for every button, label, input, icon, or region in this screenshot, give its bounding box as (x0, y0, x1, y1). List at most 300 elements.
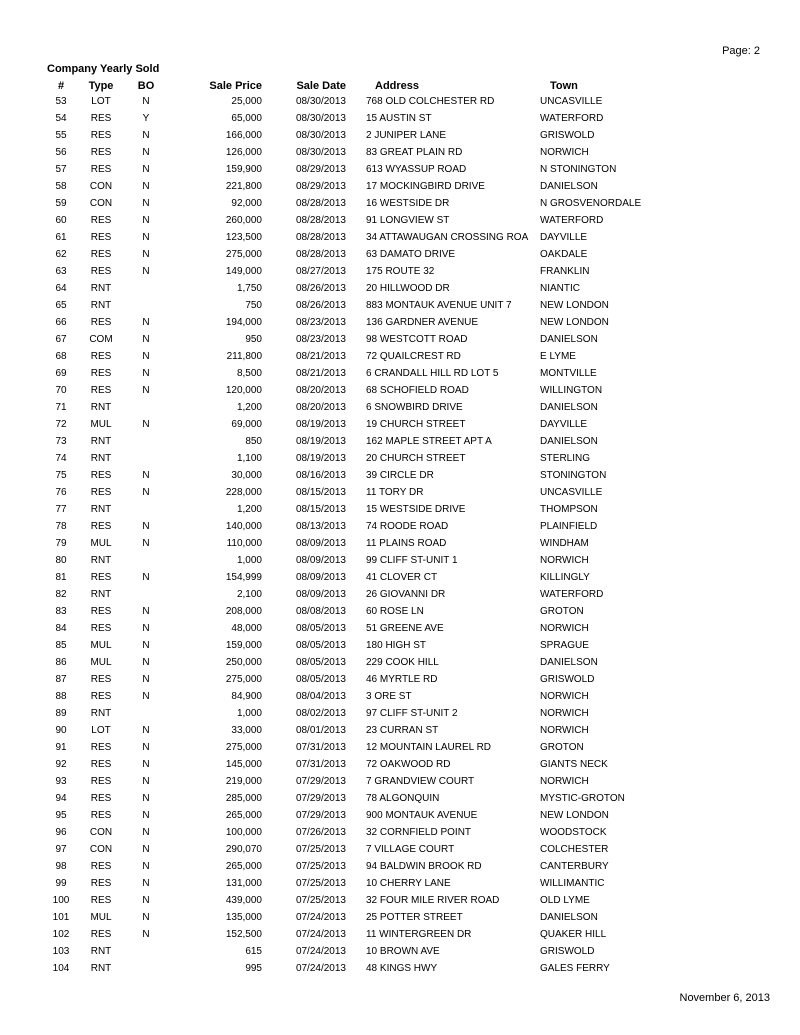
cell-bo: N (142, 674, 150, 685)
cell-town: WATERFORD (540, 589, 604, 600)
cell-town: WILLINGTON (540, 385, 603, 396)
cell-address: 41 CLOVER CT (366, 572, 438, 583)
cell-bo: N (142, 249, 150, 260)
cell-type: RES (90, 742, 112, 753)
cell-sale-date: 08/28/2013 (295, 232, 346, 243)
cell-bo (127, 297, 165, 314)
header-sale-date: Sale Date (296, 79, 346, 92)
table-row (47, 331, 708, 348)
cell-number: 91 (55, 742, 67, 753)
cell-type: RES (90, 521, 112, 532)
cell-number: 76 (55, 487, 67, 498)
cell-bo: N (142, 538, 150, 549)
cell-town: UNCASVILLE (540, 96, 603, 107)
cell-sale-date: 08/30/2013 (295, 96, 346, 107)
cell-sale-price: 8,500 (236, 368, 262, 379)
cell-type: RNT (90, 300, 112, 311)
cell-address: 6 CRANDALL HILL RD LOT 5 (366, 368, 499, 379)
table-header-row (47, 78, 708, 93)
cell-sale-date: 07/25/2013 (295, 861, 346, 872)
cell-address: 613 WYASSUP ROAD (366, 164, 467, 175)
cell-number: 71 (55, 402, 67, 413)
cell-address: 900 MONTAUK AVENUE (366, 810, 478, 821)
cell-sale-price: 120,000 (225, 385, 262, 396)
cell-address: 68 SCHOFIELD ROAD (366, 385, 469, 396)
table-row (47, 603, 708, 620)
cell-sale-price: 159,900 (225, 164, 262, 175)
cell-number: 104 (52, 963, 70, 974)
cell-bo (127, 450, 165, 467)
cell-sale-date: 08/29/2013 (295, 164, 346, 175)
cell-address: 34 ATTAWAUGAN CROSSING ROA (366, 232, 529, 243)
cell-type: RNT (90, 589, 112, 600)
cell-spacer (346, 875, 366, 892)
cell-type: RES (90, 232, 112, 243)
cell-spacer (346, 161, 366, 178)
cell-sale-price: 265,000 (225, 810, 262, 821)
cell-number: 95 (55, 810, 67, 821)
cell-sale-price: 84,900 (231, 691, 262, 702)
cell-type: RES (90, 215, 112, 226)
cell-bo: N (142, 181, 150, 192)
cell-number: 94 (55, 793, 67, 804)
cell-sale-date: 08/20/2013 (295, 402, 346, 413)
cell-sale-price: 152,500 (225, 929, 262, 940)
cell-sale-price: 131,000 (225, 878, 262, 889)
cell-sale-price: 219,000 (225, 776, 262, 787)
cell-sale-date: 07/24/2013 (295, 963, 346, 974)
cell-type: RES (90, 249, 112, 260)
cell-address: 15 AUSTIN ST (366, 113, 432, 124)
cell-sale-date: 07/24/2013 (295, 946, 346, 957)
cell-spacer (346, 331, 366, 348)
cell-address: 20 HILLWOOD DR (366, 283, 450, 294)
cell-town: STONINGTON (540, 470, 607, 481)
page-number: Page: 2 (722, 45, 760, 57)
cell-number: 86 (55, 657, 67, 668)
cell-sale-date: 08/05/2013 (295, 674, 346, 685)
cell-bo: N (142, 861, 150, 872)
cell-address: 78 ALGONQUIN (366, 793, 440, 804)
cell-sale-date: 08/28/2013 (295, 215, 346, 226)
cell-town: GALES FERRY (540, 963, 610, 974)
cell-town: WATERFORD (540, 215, 604, 226)
cell-type: RNT (90, 402, 112, 413)
cell-type: RES (90, 793, 112, 804)
cell-sale-date: 08/26/2013 (295, 283, 346, 294)
cell-sale-date: 08/05/2013 (295, 640, 346, 651)
cell-sale-price: 750 (245, 300, 262, 311)
cell-bo (127, 399, 165, 416)
cell-sale-date: 08/23/2013 (295, 334, 346, 345)
cell-town: WILLIMANTIC (540, 878, 605, 889)
cell-sale-date: 08/19/2013 (295, 419, 346, 430)
report-title: Company Yearly Sold (47, 63, 160, 75)
cell-sale-price: 126,000 (225, 147, 262, 158)
cell-sale-price: 166,000 (225, 130, 262, 141)
cell-number: 83 (55, 606, 67, 617)
table-row (47, 790, 708, 807)
cell-sale-price: 950 (245, 334, 262, 345)
cell-town: COLCHESTER (540, 844, 609, 855)
cell-address: 72 OAKWOOD RD (366, 759, 451, 770)
cell-spacer (346, 110, 366, 127)
cell-sale-date: 08/27/2013 (295, 266, 346, 277)
cell-spacer (346, 127, 366, 144)
cell-bo: N (142, 912, 150, 923)
cell-type: MUL (90, 419, 112, 430)
cell-sale-price: 1,000 (236, 708, 262, 719)
cell-sale-price: 1,200 (236, 402, 262, 413)
cell-sale-date: 08/20/2013 (295, 385, 346, 396)
sales-table (47, 78, 708, 977)
cell-bo (127, 586, 165, 603)
cell-spacer (346, 739, 366, 756)
cell-bo: N (142, 317, 150, 328)
cell-number: 53 (55, 96, 67, 107)
header-sale-price: Sale Price (209, 79, 262, 92)
cell-bo: N (142, 232, 150, 243)
cell-town: GROTON (540, 742, 584, 753)
cell-type: RES (90, 130, 112, 141)
cell-sale-date: 07/25/2013 (295, 878, 346, 889)
table-row (47, 943, 708, 960)
table-row (47, 688, 708, 705)
cell-type: CON (89, 198, 113, 209)
cell-spacer (346, 790, 366, 807)
cell-number: 58 (55, 181, 67, 192)
cell-number: 63 (55, 266, 67, 277)
cell-number: 99 (55, 878, 67, 889)
cell-town: SPRAGUE (540, 640, 589, 651)
cell-sale-date: 08/28/2013 (295, 198, 346, 209)
cell-bo (127, 280, 165, 297)
cell-town: NORWICH (540, 555, 589, 566)
cell-bo: N (142, 878, 150, 889)
cell-bo: N (142, 198, 150, 209)
table-row (47, 926, 708, 943)
cell-number: 101 (52, 912, 70, 923)
cell-number: 73 (55, 436, 67, 447)
cell-address: 162 MAPLE STREET APT A (366, 436, 492, 447)
cell-type: RES (90, 674, 112, 685)
cell-bo: N (142, 640, 150, 651)
cell-number: 81 (55, 572, 67, 583)
cell-sale-date: 07/26/2013 (295, 827, 346, 838)
cell-bo: N (142, 130, 150, 141)
cell-town: NIANTIC (540, 283, 580, 294)
cell-number: 92 (55, 759, 67, 770)
cell-type: LOT (91, 96, 111, 107)
cell-spacer (346, 756, 366, 773)
cell-town: NORWICH (540, 725, 589, 736)
header-town: Town (550, 79, 578, 92)
cell-type: RES (90, 759, 112, 770)
cell-number: 62 (55, 249, 67, 260)
cell-spacer (346, 93, 366, 110)
cell-type: RES (90, 385, 112, 396)
cell-bo: N (142, 215, 150, 226)
cell-address: 94 BALDWIN BROOK RD (366, 861, 482, 872)
cell-sale-date: 07/31/2013 (295, 759, 346, 770)
cell-sale-price: 69,000 (231, 419, 262, 430)
cell-address: 11 TORY DR (366, 487, 424, 498)
table-row (47, 246, 708, 263)
cell-sale-price: 30,000 (231, 470, 262, 481)
cell-number: 66 (55, 317, 67, 328)
cell-address: 229 COOK HILL (366, 657, 439, 668)
cell-bo: N (142, 810, 150, 821)
cell-sale-date: 08/01/2013 (295, 725, 346, 736)
table-row (47, 467, 708, 484)
cell-spacer (346, 654, 366, 671)
cell-address: 3 ORE ST (366, 691, 412, 702)
cell-sale-date: 08/21/2013 (295, 351, 346, 362)
cell-sale-date: 07/31/2013 (295, 742, 346, 753)
cell-bo: Y (142, 113, 150, 124)
cell-sale-price: 48,000 (231, 623, 262, 634)
cell-bo: N (142, 742, 150, 753)
cell-sale-price: 995 (245, 963, 262, 974)
cell-type: RES (90, 113, 112, 124)
cell-town: N STONINGTON (540, 164, 617, 175)
cell-spacer (346, 501, 366, 518)
cell-sale-price: 211,800 (226, 351, 262, 362)
cell-type: LOT (91, 725, 111, 736)
cell-sale-date: 08/30/2013 (295, 147, 346, 158)
cell-address: 2 JUNIPER LANE (366, 130, 447, 141)
cell-bo: N (142, 521, 150, 532)
cell-sale-date: 08/09/2013 (295, 572, 346, 583)
cell-town: MONTVILLE (540, 368, 597, 379)
cell-number: 61 (55, 232, 67, 243)
cell-address: 74 ROODE ROAD (366, 521, 449, 532)
cell-town: NORWICH (540, 623, 589, 634)
table-row (47, 535, 708, 552)
table-row (47, 365, 708, 382)
cell-sale-price: 615 (245, 946, 262, 957)
cell-sale-price: 110,000 (226, 538, 262, 549)
cell-address: 883 MONTAUK AVENUE UNIT 7 (366, 300, 512, 311)
cell-bo: N (142, 419, 150, 430)
cell-number: 96 (55, 827, 67, 838)
cell-type: MUL (90, 538, 112, 549)
cell-town: OLD LYME (540, 895, 590, 906)
header-address: Address (375, 79, 420, 92)
cell-spacer (346, 569, 366, 586)
cell-sale-price: 265,000 (225, 861, 262, 872)
cell-spacer (346, 484, 366, 501)
cell-address: 91 LONGVIEW ST (366, 215, 450, 226)
cell-sale-price: 194,000 (225, 317, 262, 328)
cell-type: RNT (90, 708, 112, 719)
table-row (47, 501, 708, 518)
cell-sale-price: 92,000 (231, 198, 262, 209)
cell-address: 60 ROSE LN (366, 606, 424, 617)
cell-bo: N (142, 895, 150, 906)
cell-sale-date: 08/15/2013 (295, 504, 346, 515)
table-row (47, 756, 708, 773)
table-row (47, 297, 708, 314)
cell-address: 19 CHURCH STREET (366, 419, 466, 430)
table-row (47, 569, 708, 586)
cell-spacer (346, 824, 366, 841)
cell-number: 75 (55, 470, 67, 481)
cell-address: 72 QUAILCREST RD (366, 351, 461, 362)
cell-type: RES (90, 878, 112, 889)
cell-type: CON (89, 844, 113, 855)
cell-number: 100 (52, 895, 70, 906)
cell-number: 59 (55, 198, 67, 209)
cell-spacer (346, 841, 366, 858)
table-row (47, 484, 708, 501)
cell-address: 768 OLD COLCHESTER RD (366, 96, 495, 107)
cell-town: GRISWOLD (540, 946, 595, 957)
cell-bo: N (142, 657, 150, 668)
cell-number: 56 (55, 147, 67, 158)
cell-spacer (346, 144, 366, 161)
table-row (47, 144, 708, 161)
cell-sale-price: 290,070 (225, 844, 262, 855)
table-row (47, 892, 708, 909)
cell-town: DANIELSON (540, 181, 598, 192)
cell-town: NORWICH (540, 147, 589, 158)
cell-type: RES (90, 776, 112, 787)
cell-address: 7 VILLAGE COURT (366, 844, 455, 855)
cell-town: WATERFORD (540, 113, 604, 124)
cell-spacer (346, 399, 366, 416)
cell-spacer (346, 926, 366, 943)
table-row (47, 705, 708, 722)
cell-address: 180 HIGH ST (366, 640, 427, 651)
cell-type: RES (90, 317, 112, 328)
cell-bo: N (142, 691, 150, 702)
table-row (47, 960, 708, 977)
cell-type: CON (89, 181, 113, 192)
cell-town: DANIELSON (540, 436, 598, 447)
cell-number: 102 (52, 929, 70, 940)
cell-sale-price: 285,000 (225, 793, 262, 804)
cell-spacer (346, 688, 366, 705)
table-row (47, 110, 708, 127)
cell-sale-price: 439,000 (225, 895, 262, 906)
table-row (47, 416, 708, 433)
cell-type: RES (90, 861, 112, 872)
table-row (47, 909, 708, 926)
cell-spacer (346, 195, 366, 212)
cell-number: 90 (55, 725, 67, 736)
cell-town: DANIELSON (540, 334, 598, 345)
cell-spacer (346, 603, 366, 620)
table-row (47, 314, 708, 331)
cell-sale-price: 250,000 (225, 657, 262, 668)
cell-sale-date: 08/09/2013 (295, 555, 346, 566)
cell-sale-price: 149,000 (225, 266, 262, 277)
table-row (47, 195, 708, 212)
cell-spacer (346, 416, 366, 433)
table-row (47, 722, 708, 739)
table-row (47, 671, 708, 688)
cell-sale-date: 08/05/2013 (295, 623, 346, 634)
cell-spacer (346, 229, 366, 246)
table-row (47, 93, 708, 110)
header-type: Type (88, 79, 114, 92)
cell-address: 11 PLAINS ROAD (366, 538, 447, 549)
table-row (47, 178, 708, 195)
cell-number: 54 (55, 113, 67, 124)
cell-sale-date: 07/29/2013 (295, 793, 346, 804)
table-row (47, 841, 708, 858)
cell-address: 46 MYRTLE RD (366, 674, 438, 685)
cell-address: 6 SNOWBIRD DRIVE (366, 402, 463, 413)
cell-sale-date: 08/13/2013 (295, 521, 346, 532)
cell-sale-price: 123,500 (225, 232, 262, 243)
cell-town: WINDHAM (540, 538, 589, 549)
cell-bo (127, 552, 165, 569)
cell-sale-date: 08/02/2013 (295, 708, 346, 719)
cell-number: 97 (55, 844, 67, 855)
cell-bo: N (142, 759, 150, 770)
cell-bo: N (142, 929, 150, 940)
cell-sale-price: 33,000 (231, 725, 262, 736)
cell-spacer (346, 280, 366, 297)
cell-bo: N (142, 725, 150, 736)
cell-type: RES (90, 368, 112, 379)
cell-spacer (346, 382, 366, 399)
cell-sale-price: 25,000 (231, 96, 262, 107)
cell-number: 103 (52, 946, 70, 957)
table-row (47, 773, 708, 790)
cell-type: RES (90, 691, 112, 702)
table-row (47, 654, 708, 671)
cell-address: 16 WESTSIDE DR (366, 198, 450, 209)
cell-spacer (346, 263, 366, 280)
table-row (47, 161, 708, 178)
cell-type: RES (90, 623, 112, 634)
cell-spacer (346, 348, 366, 365)
cell-bo: N (142, 385, 150, 396)
cell-number: 55 (55, 130, 67, 141)
table-row (47, 280, 708, 297)
cell-address: 97 CLIFF ST-UNIT 2 (366, 708, 458, 719)
cell-sale-date: 08/21/2013 (295, 368, 346, 379)
cell-address: 83 GREAT PLAIN RD (366, 147, 463, 158)
table-row (47, 263, 708, 280)
cell-type: RNT (90, 453, 112, 464)
cell-number: 98 (55, 861, 67, 872)
cell-town: PLAINFIELD (540, 521, 598, 532)
cell-number: 70 (55, 385, 67, 396)
cell-town: GIANTS NECK (540, 759, 608, 770)
table-row (47, 807, 708, 824)
cell-town: THOMPSON (540, 504, 598, 515)
cell-address: 11 WINTERGREEN DR (366, 929, 472, 940)
cell-town: DAYVILLE (540, 419, 588, 430)
cell-bo: N (142, 147, 150, 158)
cell-sale-date: 08/26/2013 (295, 300, 346, 311)
cell-address: 99 CLIFF ST-UNIT 1 (366, 555, 458, 566)
cell-type: RES (90, 147, 112, 158)
cell-town: UNCASVILLE (540, 487, 603, 498)
cell-sale-date: 07/25/2013 (295, 844, 346, 855)
cell-town: NEW LONDON (540, 300, 609, 311)
cell-sale-price: 260,000 (225, 215, 262, 226)
cell-sale-date: 08/04/2013 (295, 691, 346, 702)
cell-bo (127, 433, 165, 450)
cell-type: RNT (90, 504, 112, 515)
cell-town: NORWICH (540, 691, 589, 702)
cell-sale-price: 275,000 (225, 674, 262, 685)
